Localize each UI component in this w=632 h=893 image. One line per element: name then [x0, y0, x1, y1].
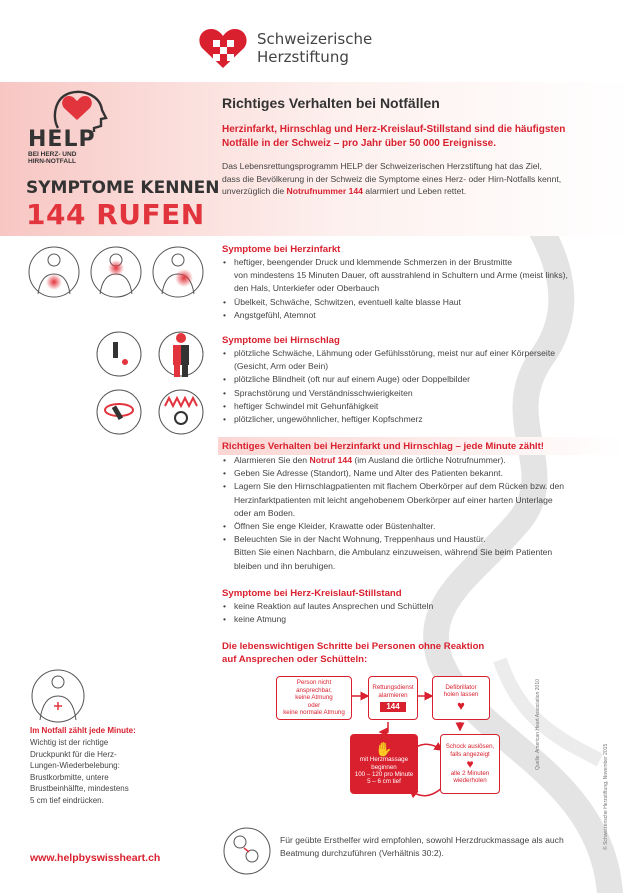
website-link[interactable]: www.helpbyswissheart.ch: [30, 852, 161, 864]
verhalten-b1-c: (im Ausland die örtliche Notrufnummer).: [351, 455, 506, 465]
verhalten-b5-line1: • Beleuchten Sie in der Nacht Wohnung, Treppenhaus und Haustür.: [234, 534, 486, 545]
list-item: • Öffnen Sie enge Kleider, Krawatte oder Büstenhalter.: [222, 520, 622, 533]
intro-line3-a: unverzüglich die: [222, 186, 287, 196]
org-name-line2: Herzstiftung: [257, 48, 349, 66]
flow-box4-line3: 5 – 6 cm tief: [367, 778, 401, 786]
intro-highlight-line2: Notfälle in der Schweiz – pro Jahr über 50 000 Ereignisse.: [222, 138, 496, 149]
notruf-144-highlight: Notruf 144: [309, 455, 352, 465]
list-item: [222, 256, 622, 296]
intro-line1: Das Lebensrettungsprogramm HELP der Schweizerischen Herzstiftung hat das Ziel,: [222, 161, 542, 171]
badge-144: 144: [380, 702, 405, 711]
intro-text: [222, 160, 617, 198]
flow-box1-line3: oder: [307, 701, 321, 709]
verhalten-b3-line1: • Lagern Sie den Hirnschlagpatienten mit flachem Oberkörper auf dem Rücken bzw. den: [234, 481, 565, 492]
list-item: [222, 347, 622, 373]
note-line1: Wichtig ist der richtige: [30, 738, 109, 747]
steps-heading-line1: Die lebenswichtigen Schritte bei Personen ohne Reaktion: [222, 641, 485, 652]
source-note: Quelle: American Heart Association 2010: [535, 679, 541, 770]
intro-line3: [222, 185, 617, 198]
hands-icon: ✋: [375, 741, 393, 758]
page-title: Richtiges Verhalten bei Notfällen: [222, 95, 440, 111]
list-item: • Angstgefühl, Atemnot: [222, 309, 622, 322]
list-item: • heftiger Schwindel mit Gehunfähigkeit: [222, 400, 622, 413]
note-line4: Brustkorbmitte, untere: [30, 772, 109, 782]
help-logo-text: HELP: [28, 127, 96, 152]
flow-box3-line2: holen lassen: [443, 691, 479, 698]
flow-box5-line3: alle 2 Minuten: [450, 770, 490, 777]
flow-box2-line2: alarmieren: [378, 691, 408, 699]
shock-heart-icon: ♥: [466, 757, 474, 771]
defibrillator-heart-icon: ♥: [457, 698, 465, 714]
list-item: • Geben Sie Adresse (Standort), Name und Alter des Patienten bekannt.: [222, 467, 622, 480]
flow-box1-line4: keine normale Atmung: [283, 709, 345, 717]
hirnschlag-heading: Symptome bei Hirnschlag: [222, 335, 340, 346]
intro-line2: dass die Bevölkerung in der Schweiz die Symptome eines Herz- oder Hirn-Notfalls kennt,: [222, 173, 562, 184]
verhalten-b5-line3: bleiben und ihn beruhigen.: [234, 560, 336, 571]
herzinfarkt-b1-line1: • heftiger, beengender Druck und klemmende Schmerzen in der Brustmitte: [234, 257, 513, 267]
stillstand-symptom-list: [222, 600, 622, 626]
steps-heading: [222, 640, 484, 666]
bottom-line1: Für geübte Ersthelfer wird empfohlen, sowohl Herzdruckmassage als auch: [280, 835, 564, 845]
rescue-breathing-icon: [222, 826, 272, 876]
note-line6: 5 cm tief eindrücken.: [30, 795, 104, 805]
note-text: [30, 737, 180, 807]
flow-step-chest-compression: [350, 734, 418, 794]
flow-step-call-144: [368, 676, 418, 720]
rufen-heading: 144 RUFEN: [26, 198, 205, 231]
verhalten-b3-line3: oder am Boden.: [234, 507, 296, 518]
verhalten-list: [222, 454, 622, 573]
org-name: [257, 30, 372, 66]
herzinfarkt-b1-line2: von mindestens 15 Minuten Dauer, oft ausstrahlend in Schultern und Arme (meist links),: [234, 270, 568, 281]
help-subtitle-line1: BEI HERZ- UND: [28, 151, 77, 158]
steps-heading-line2: auf Ansprechen oder Schütteln:: [222, 654, 368, 665]
intro-highlight-line1: Herzinfarkt, Hirnschlag und Herz-Kreislauf-Stillstand sind die häufigsten: [222, 124, 566, 135]
herzstiftung-logo-icon: [198, 26, 248, 70]
help-subtitle-line2: HIRN-NOTFALL: [28, 158, 77, 165]
flow-box3-line1: Defibrillator: [445, 683, 477, 691]
copyright-note: © Schweizerische Herzstiftung, November 2015: [603, 743, 609, 850]
flow-box4-line1: mit Herzmassage beginnen: [359, 756, 409, 771]
flow-step-shock: [440, 734, 500, 794]
verhalten-heading: Richtiges Verhalten bei Herzinfarkt und Hirnschlag – jede Minute zählt!: [222, 441, 544, 452]
note-line2: Druckpunkt für die Herz-: [30, 749, 117, 759]
flow-box2-line1: Rettungsdienst: [372, 684, 414, 692]
flow-box1-line1: Person nicht ansprechbar,: [296, 679, 332, 694]
flow-step-no-response: [276, 676, 352, 720]
org-name-line1: Schweizerische: [257, 30, 373, 48]
flow-box5-line2: falls angezeigt: [450, 750, 490, 758]
bottom-recommendation: [280, 834, 610, 859]
flow-box4-line2: 100 – 120 pro Minute: [354, 771, 414, 778]
hirnschlag-symptom-list: [222, 347, 622, 426]
cpr-pressure-point-icon: [30, 668, 86, 724]
verhalten-b3-line2: Herzinfarktpatienten mit leicht angehobenem Oberkörper auf einer harten Unterlage: [234, 494, 553, 505]
verhalten-b5-line2: Bitten Sie einen Nachbarn, die Ambulanz einzuweisen, während Sie beim Patienten: [234, 547, 553, 558]
symptome-kennen-heading: SYMPTOME KENNEN: [26, 178, 220, 198]
note-heading: Im Notfall zählt jede Minute:: [30, 726, 136, 735]
herzinfarkt-heading: Symptome bei Herzinfarkt: [222, 244, 341, 255]
flow-box1-line2: keine Atmung: [295, 694, 333, 702]
bottom-line2: Beatmung durchzuführen (Verhältnis 30:2).: [280, 847, 444, 858]
flow-step-defibrillator: [432, 676, 490, 720]
hirnschlag-b1-line1: • plötzliche Schwäche, Lähmung oder Gefühlsstörung, meist nur auf einer Körperseite: [234, 348, 556, 358]
list-item: • Sprachstörung und Verständnisschwierigkeiten: [222, 387, 622, 400]
help-subtitle: [28, 151, 76, 165]
intro-line3-c: alarmiert und Leben rettet.: [362, 186, 467, 196]
list-item: [222, 480, 622, 520]
list-item: [222, 454, 622, 467]
hirnschlag-b1-line2: (Gesicht, Arm oder Bein): [234, 361, 329, 372]
verhalten-b1-a: Alarmieren Sie den: [234, 455, 310, 465]
list-item: • plötzlicher, ungewöhnlicher, heftiger Kopfschmerz: [222, 413, 622, 426]
note-line3: Lungen-Wiederbelebung:: [30, 761, 120, 771]
list-item: • keine Reaktion auf lautes Ansprechen und Schütteln: [222, 600, 622, 613]
list-item: • Übelkeit, Schwäche, Schwitzen, eventuell kalte blasse Haut: [222, 296, 622, 309]
note-line5: Brustbeinhälfte, mindestens: [30, 784, 129, 794]
emergency-number-highlight: Notrufnummer 144: [286, 186, 363, 196]
stillstand-heading: Symptome bei Herz-Kreislauf-Stillstand: [222, 588, 402, 599]
heart-attack-symptom-icons: [28, 244, 208, 302]
stroke-symptom-icons: [95, 330, 207, 440]
flow-box5-line4: wiederholen: [453, 777, 487, 785]
herzinfarkt-symptom-list: [222, 256, 622, 322]
list-item: • plötzliche Blindheit (oft nur auf einem Auge) oder Doppelbilder: [222, 373, 622, 386]
help-head-icon: [50, 88, 108, 132]
flow-box5-line1: Schock auslösen,: [445, 743, 495, 751]
list-item: [222, 533, 622, 573]
list-item: • keine Atmung: [222, 613, 622, 626]
intro-highlight: [222, 123, 617, 151]
herzinfarkt-b1-line3: den Hals, Unterkiefer oder Oberbauch: [234, 283, 380, 294]
